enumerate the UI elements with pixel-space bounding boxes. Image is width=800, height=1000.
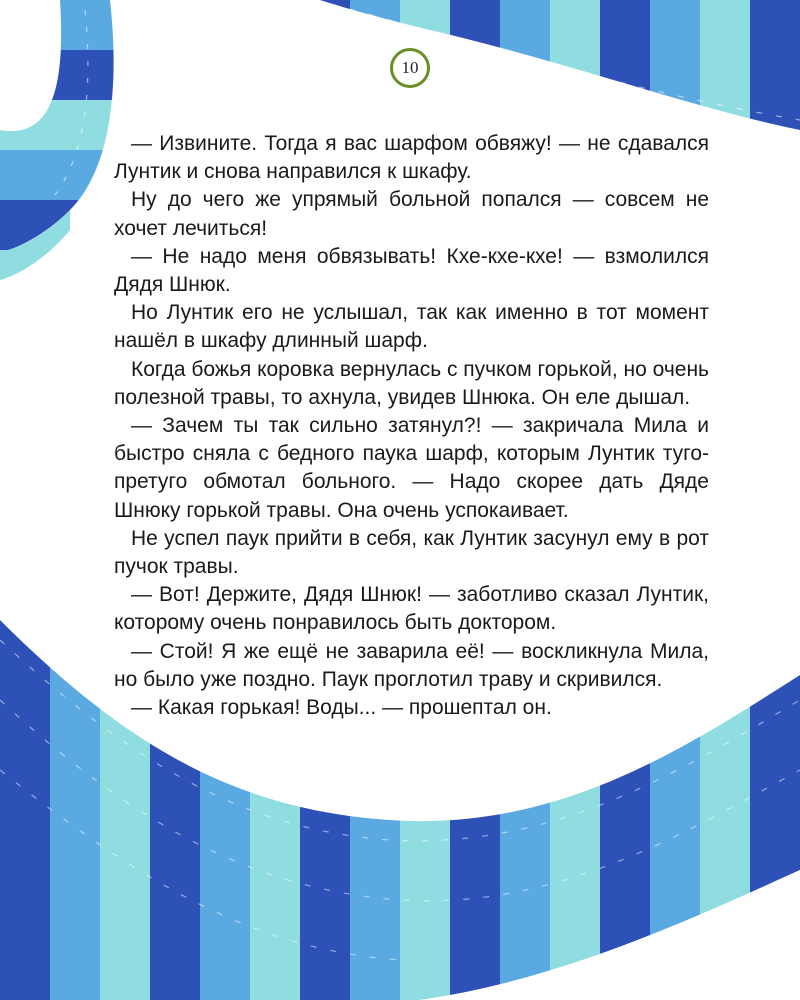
paragraph: — Вот! Держите, Дядя Шнюк! — заботливо сказал Лунтик, которому очень понравилось быть доктором. [114, 583, 709, 635]
paragraph: — Какая горькая! Воды... — прошептал он. [131, 696, 552, 720]
page-number: 10 [390, 48, 430, 88]
paragraph: Не успел паук прийти в себя, как Лунтик засунул ему в рот пучок травы. [114, 526, 709, 579]
scarf-left-loop [0, 0, 114, 280]
paragraph: — Извините. Тогда я вас шарфом обвяжу! — не сдавался Лунтик и снова направился к шкафу. [114, 132, 709, 184]
paragraph: Когда божья коровка вернулась с пучком горькой, но очень полезной травы, то ахнула, увидев Шнюка. Он еле дышал. [114, 357, 709, 409]
paragraph: Ну до чего же упрямый больной попался — совсем не хочет лечиться! [114, 188, 709, 240]
paragraph: — Не надо меня обвязывать! Кхе-кхе-кхе! — взмолился Дядя Шнюк. [114, 244, 709, 297]
paragraph: — Зачем ты так сильно затянул?! — закричала Мила и быстро сняла с бедного паука шарф, которым Лунтик туго-претуго обмотал больного. — Надо скорее дать Дяде Шнюку горькой травы. Она очень успокаивает. [114, 414, 709, 522]
paragraph: — Стой! Я же ещё не заварила её! — воскликнула Мила, но было уже поздно. Паук проглотил траву и скривился. [114, 639, 709, 691]
paragraph: Но Лунтик его не услышал, так как именно в тот момент нашёл в шкафу длинный шарф. [114, 301, 709, 353]
story-text [114, 130, 709, 722]
